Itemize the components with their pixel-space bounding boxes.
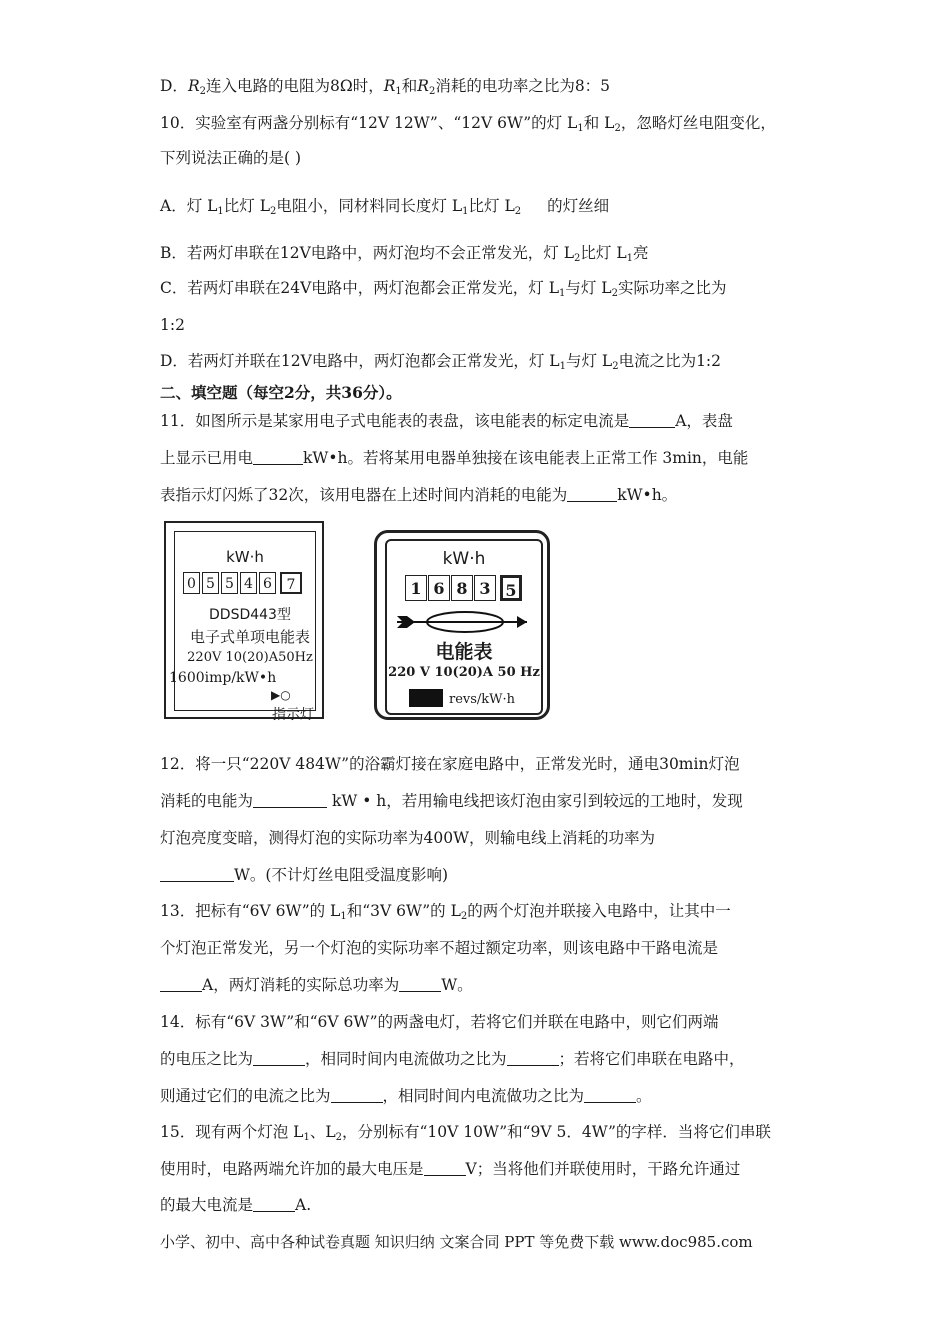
meter-digit: 5 [202, 572, 219, 594]
q12-line3: 灯泡亮度变暗，测得灯泡的实际功率为400W，则输电线上消耗的功率为 [160, 829, 656, 847]
meter-constant: revs/kW·h [409, 689, 515, 707]
q15-line2: 使用时，电路两端允许加的最大电压是 V；当将他们并联使用时，干路允许通过 [160, 1160, 741, 1178]
meter-name: 电子式单项电能表 [189, 628, 310, 646]
meter-digit: 5 [221, 572, 238, 594]
answer-blank[interactable] [253, 793, 327, 808]
answer-blank[interactable] [584, 1088, 636, 1103]
meter-digit-decimal: 5 [500, 575, 522, 601]
q15-line1: 15．现有两个灯泡 $L_1$、$L_2$，分别标有“10V 10W”和“9V 5．4W”的字样．当将它们串联 [160, 1123, 771, 1143]
meter-digit: 1 [405, 575, 427, 601]
answer-blank[interactable] [253, 1197, 295, 1212]
q12-line4: W。(不计灯丝电阻受温度影响) [160, 865, 448, 885]
answer-blank[interactable] [507, 1051, 559, 1066]
q11-line2: 上显示已用电 kW•h。若将某用电器单独接在该电能表上正常工作 3min，电能 [160, 449, 749, 467]
answer-blank[interactable] [399, 977, 441, 992]
electronic-meter-figure [164, 521, 324, 723]
q10-stem-line1: 10．实验室有两盏分别标有“12V 12W”、“12V 6W”的灯 $L_1$和 $L_2$，忽略灯丝电阻变化， [160, 114, 776, 134]
meter-digit: 6 [259, 572, 276, 594]
meter-model: DDSD443型 [209, 607, 291, 623]
answer-blank[interactable] [253, 1051, 305, 1066]
q13-line3: A，两灯消耗的实际总功率为 W。 [160, 975, 473, 995]
meter-digit: 8 [451, 575, 473, 601]
q10-option-b: B．若两灯串联在12V电路中，两灯泡均不会正常发光，灯 $L_2$比灯 $L_1$亮 [160, 244, 649, 264]
page-footer: 小学、初中、高中各种试卷真题 知识归纳 文案合同 PPT 等免费下载 www.doc985.com [160, 1233, 753, 1251]
q10-option-d: D．若两灯并联在12V电路中，两灯泡都会正常发光，灯 $L_1$与灯 $L_2$电流之比为1:2 [160, 352, 722, 372]
q15-line3: 的最大电流是 A. [160, 1196, 312, 1214]
answer-blank[interactable] [160, 867, 234, 882]
q13-line2: 个灯泡正常发光，另一个灯泡的实际功率不超过额定功率，则该电路中干路电流是 [160, 939, 719, 957]
q13-line1: 13．把标有“6V 6W”的 $L_1$和“3V 6W”的 $L_2$的两个灯泡并联接入电路中，让其中一 [160, 902, 731, 922]
indicator-lamp-icon: ▶○ [271, 688, 291, 702]
mechanical-meter-figure [374, 530, 550, 720]
answer-blank[interactable] [253, 450, 303, 465]
meter-digit: 0 [183, 572, 200, 594]
meter-spec: 220V 10(20)A50Hz [187, 650, 313, 665]
meter-digit: 3 [474, 575, 496, 601]
meter-name: 电能表 [435, 641, 493, 663]
q10-stem-line2: 下列说法正确的是( ) [160, 149, 302, 167]
answer-blank[interactable] [331, 1088, 383, 1103]
q12-line1: 12．将一只“220V 484W”的浴霸灯接在家庭电路中，正常发光时，通电30min灯泡 [160, 755, 740, 773]
q11-line1: 11．如图所示是某家用电子式电能表的表盘，该电能表的标定电流是 A，表盘 [160, 412, 733, 430]
rotating-disc-icon [393, 607, 535, 637]
meter-constant: 1600imp/kW•h [169, 670, 277, 686]
meter-digits [183, 572, 304, 594]
q14-line3: 则通过它们的电流之比为 ，相同时间内电流做功之比为 。 [160, 1087, 652, 1105]
meter-spec: 220 V 10(20)A 50 Hz [388, 665, 540, 680]
q10-option-c: C．若两灯串联在24V电路中，两灯泡都会正常发光，灯 $L_1$与灯 $L_2$实际功率之比为 [160, 279, 727, 299]
answer-blank[interactable] [424, 1161, 466, 1176]
meter-digits [405, 575, 523, 601]
answer-blank[interactable] [160, 977, 202, 992]
meter-digit: 6 [428, 575, 450, 601]
meter-unit: kW·h [226, 548, 264, 566]
q12-line2: 消耗的电能为 kW • h，若用输电线把该灯泡由家引到较远的工地时，发现 [160, 792, 743, 810]
q14-line1: 14．标有“6V 3W”和“6V 6W”的两盏电灯，若将它们并联在电路中，则它们两端 [160, 1013, 719, 1031]
indicator-label: 指示灯 [272, 707, 314, 723]
answer-blank[interactable] [567, 487, 617, 502]
q11-line3: 表指示灯闪烁了32次，该用电器在上述时间内消耗的电能为 kW•h。 [160, 486, 678, 504]
meter-unit: kW·h [442, 549, 486, 569]
meter-digit: 4 [240, 572, 257, 594]
q10-option-a: A．灯 $L_1$比灯 $L_2$电阻小，同材料同长度灯 $L_1$比灯 $L_2$ 的灯丝细 [160, 197, 610, 217]
section-heading: 二、填空题（每空2分，共36分）。 [160, 383, 402, 402]
q9-option-d: D．$R_2$连入电路的电阻为8Ω时，$R_1$和$R_2$消耗的电功率之比为8：5 [160, 77, 611, 97]
q14-line2: 的电压之比为 ，相同时间内电流做功之比为 ；若将它们串联在电路中， [160, 1050, 745, 1068]
meter-digit-decimal: 7 [280, 572, 302, 594]
q10-option-c-cont: 1:2 [160, 316, 185, 334]
covered-value-box [409, 689, 443, 707]
answer-blank[interactable] [629, 413, 675, 428]
